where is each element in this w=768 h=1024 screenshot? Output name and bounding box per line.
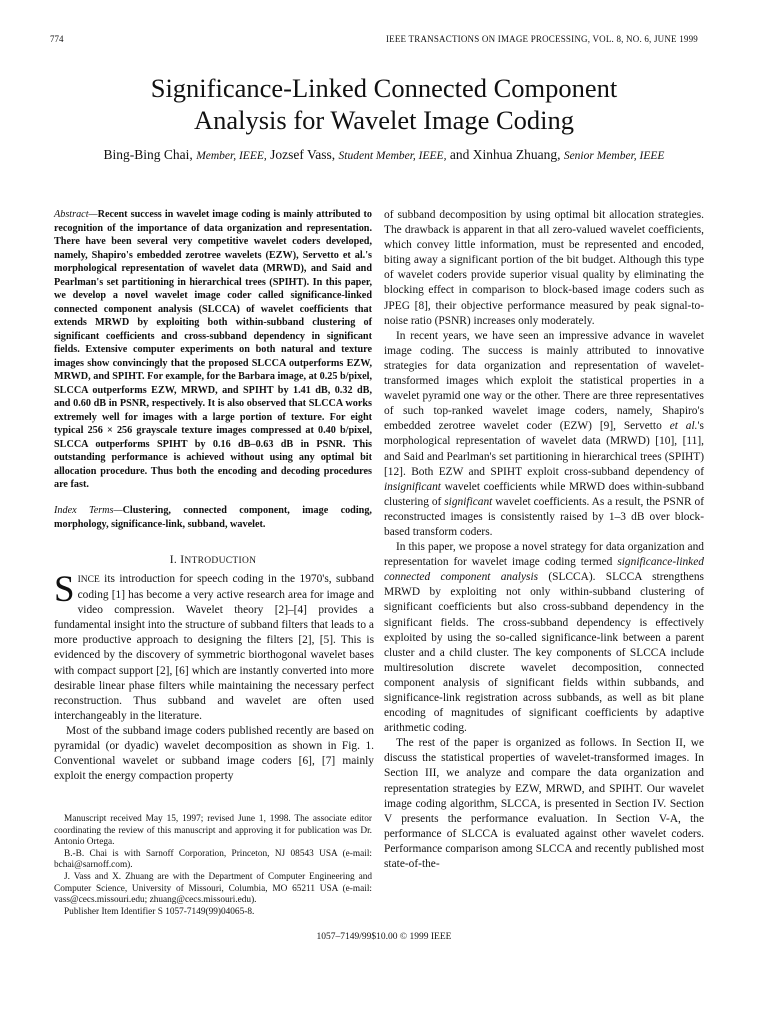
author-2-role: Student Member, IEEE, bbox=[338, 150, 447, 162]
right-p2-d: wavelet coefficients. As a result, the PSNR of reconstructed images is consistently raised by 1–3 dB over block-based transform coders. bbox=[384, 495, 704, 538]
author-1: Bing-Bing Chai, bbox=[103, 147, 193, 162]
intro-paragraph-2: Most of the subband image coders published recently are based on pyramidal (or dyadic) wavelet decomposition as shown in Fig. 1. Conventional wavelet or subband image coders [6], [7] mainly exploit the energy compaction property bbox=[54, 724, 374, 783]
right-p3-a: In this paper, we propose a novel strategy for data organization and representation for wavelet image coding termed bbox=[384, 541, 704, 569]
intro-p1-text: its introduction for speech coding in the 1970's, subband coding [1] has become a very active research area for image and video compression. Wavelet theory [2]–[4] provides a fundamental insight into the structure of subband filters that leads to a more productive approach to designing the filters [2], [5]. This is evidenced by the discovery of symmetric biorthogonal wavelet bases with compact support [2], [6] which are instantly converted into more desirable linear phase filters while maintaining the necessary perfect reconstruction. Thus subband and wavelet are often used interchangeably in the literature. bbox=[54, 573, 374, 722]
right-paragraph-2 bbox=[384, 329, 704, 540]
right-p2-significant: significant bbox=[444, 495, 493, 508]
title-line-2: Analysis for Wavelet Image Coding bbox=[193, 105, 575, 135]
footnote-publisher-id: Publisher Item Identifier S 1057-7149(99)04065-8. bbox=[64, 906, 255, 917]
right-p2-a: In recent years, we have seen an impressive advance in wavelet image coding. The success is mainly attributed to innovative strategies for data organization and representation of wavelet-transformed images which exploit the statistical properties in a wavelet pyramid one way or the other. There are three representatives of such top-ranked wavelet image coders, namely, Shapiro's embedded zerotree wavelet coder (EZW) [9], Servetto bbox=[384, 329, 704, 433]
author-3-role: Senior Member, IEEE bbox=[563, 150, 665, 162]
right-paragraph-1: of subband decomposition by using optimal bit allocation strategies. The drawback is apparent in that all zero-valued wavelet coefficients, which convey little information, must be represented and encoded, biting away a significant portion of the bit budget. Although this type of wavelet coders provide superior visual quality by eliminating the blocking effect in comparison to block-based image coders such as JPEG [8], their objective performance measured by peak signal-to-noise ratio (PSNR) increases only moderately. bbox=[384, 209, 704, 327]
right-p3-term: significance-linked connected component analysis bbox=[384, 556, 704, 584]
section-heading-introduction bbox=[54, 554, 372, 566]
right-p2-b: 's morphological representation of wavelet data (MRWD) [10], [11], and Said and Pearlman's set partitioning in hierarchical trees (SPIHT) [12]. Both EZW and SPIHT exploit cross-subband dependency of bbox=[384, 420, 704, 478]
right-p2-c: wavelet coefficients while MRWD does within-subband clustering of bbox=[384, 480, 704, 508]
copyright-footer: 1057–7149/99$10.00 © 1999 IEEE bbox=[316, 932, 452, 942]
running-header: IEEE TRANSACTIONS ON IMAGE PROCESSING, VOL. 8, NO. 6, JUNE 1999 bbox=[385, 34, 698, 44]
introduction-body bbox=[54, 569, 374, 784]
index-terms-text: Clustering, connected component, image coding, morphology, significance-link, subband, wavelet. bbox=[54, 505, 372, 530]
footnote-chai: B.-B. Chai is with Sarnoff Corporation, Princeton, NJ 08543 USA (e-mail: bchai@sarnoff.com). bbox=[54, 848, 372, 871]
page-number: 774 bbox=[50, 34, 64, 44]
abstract-text: Recent success in wavelet image coding is mainly attributed to recognition of the importance of data organization and representation. There have been several very competitive wavelet coders developed, namely, Shapiro's embedded zerotree wavelets (EZW), Servetto et al.'s morphological representation of wavelet data (MRWD), and Said and Pearlman's set partitioning in hierarchical trees (SPIHT). In this paper, we develop a novel wavelet image coder called significance-linked connected component analysis (SLCCA) of wavelet coefficients that extends MRWD by exploiting both within-subband clustering of significant coefficients and cross-subband dependency in significant fields. Extensive computer experiments on both natural and texture images show convincingly that the proposed SLCCA outperforms EZW, MRWD, and SPIHT. For example, for the Barbara image, at 0.25 b/pixel, SLCCA outperforms EZW, MRWD, and SPIHT by 1.41 dB, 0.32 dB, and 0.60 dB in PSNR, respectively. It is also observed that SLCCA works extremely well for images with a large portion of texture. For eight typical 256 × 256 grayscale texture images compressed at 0.40 b/pixel, SLCCA outperforms SPIHT by 0.16 dB–0.63 dB in PSNR. This outstanding performance is achieved without using any optimal bit allocation procedure. Thus both the encoding and decoding procedures are fast. bbox=[54, 209, 372, 490]
intro-paragraph-1 bbox=[54, 569, 374, 724]
index-terms-label: Index Terms— bbox=[54, 505, 123, 516]
abstract-label: Abstract— bbox=[54, 209, 98, 220]
author-conjunction: and bbox=[449, 147, 470, 162]
intro-lead: INCE bbox=[77, 575, 100, 585]
section-title-rest: NTRODUCTION bbox=[184, 556, 257, 566]
author-2: Jozsef Vass, bbox=[270, 147, 336, 162]
right-p3-b: (SLCCA). SLCCA strengthens MRWD by exploiting not only within-subband clustering of significant coefficients but also cross-subband dependency in the significant fields. The cross-subband dependency is effectively exploited by using the so-called significance-link between a parent cluster and a child cluster. The key components of SLCCA include multiresolution discrete wavelet decomposition, connected component analysis of significant fields within subbands, and significance-link registration across subbands, as well as bit plane encoding of magnitudes of significant coefficients by adaptive arithmetic coding. bbox=[384, 571, 704, 735]
paper-title bbox=[0, 72, 768, 136]
title-line-1: Significance-Linked Connected Component bbox=[150, 73, 618, 103]
footnote-vass-zhuang: J. Vass and X. Zhuang are with the Department of Computer Engineering and Computer Science, University of Missouri, Columbia, MO 65211 USA (e-mail: vass@cecs.missouri.edu; zhuang@cecs.missouri.edu). bbox=[54, 871, 372, 906]
section-numeral: I. bbox=[169, 554, 178, 566]
right-p2-insignificant: insignificant bbox=[384, 480, 441, 493]
index-terms bbox=[54, 504, 372, 531]
right-column-body bbox=[384, 208, 704, 872]
author-1-role: Member, IEEE, bbox=[196, 150, 267, 162]
footnote-manuscript: Manuscript received May 15, 1997; revised June 1, 1998. The associate editor coordinating the review of this manuscript and approving it for publication was Dr. Antonio Ortega. bbox=[54, 814, 372, 848]
abstract bbox=[54, 208, 372, 492]
right-p2-etal: et al. bbox=[669, 420, 698, 433]
section-title-initial: I bbox=[180, 554, 185, 566]
author-3: Xinhua Zhuang, bbox=[472, 147, 561, 162]
right-paragraph-4: The rest of the paper is organized as follows. In Section II, we discuss the statistical properties of wavelet-transformed images. In Section III, we analyze and compare the data organization and representation strategies by EZW, MRWD, and SPIHT. Our wavelet image coding algorithm, SLCCA, is presented in Section IV. Section V presents the performance evaluation. In Section V-A, the performance of SLCCA is evaluated against other wavelet coders. Performance comparison among SLCCA and recently published most state-of-the- bbox=[384, 737, 704, 871]
drop-cap: S bbox=[54, 569, 75, 610]
footnotes bbox=[54, 814, 372, 918]
right-paragraph-3 bbox=[384, 540, 704, 736]
author-line bbox=[0, 147, 768, 163]
